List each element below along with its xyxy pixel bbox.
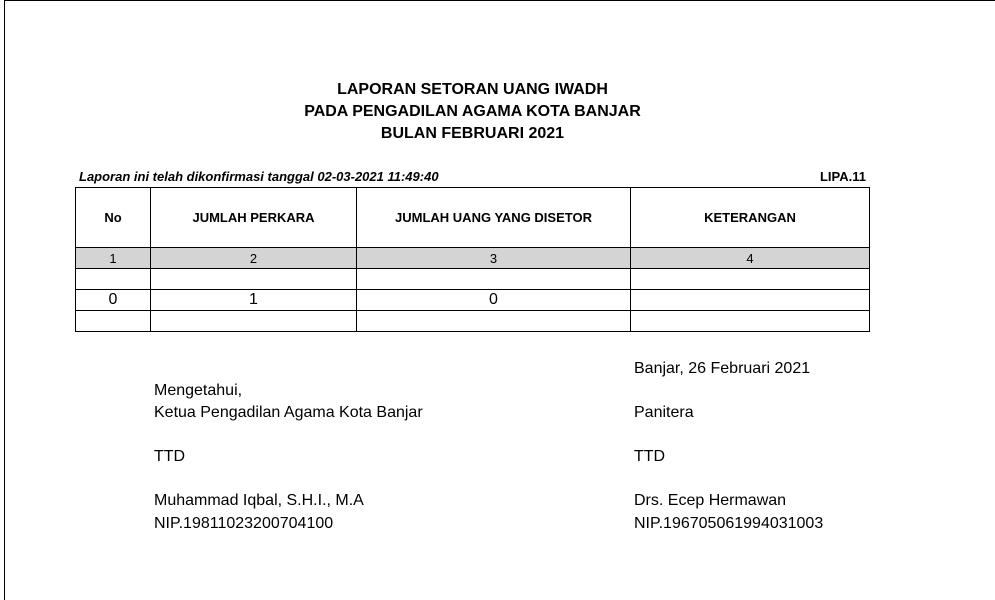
cell-jumlah-uang: 0 [357,290,631,311]
cell-no: 0 [76,290,151,311]
column-header-jumlah-perkara: JUMLAH PERKARA [151,188,357,248]
right-position: Panitera [634,404,694,421]
column-header-no: No [76,188,151,248]
left-signer-nip: NIP.19811023200704100 [154,515,334,532]
report-title-line3: BULAN FEBRUARI 2021 [380,125,565,142]
right-place-date: Banjar, 26 Februari 2021 [634,360,811,377]
right-signer-nip: NIP.196705061994031003 [634,515,824,532]
right-signer-name: Drs. Ecep Hermawan [634,492,787,509]
confirmation-text: Laporan ini telah dikonfirmasi tanggal 02-03-2021 11:49:40 [79,169,439,184]
cell-jumlah-perkara: 1 [151,290,357,311]
column-number-row [76,248,870,269]
report-title-line2: PADA PENGADILAN AGAMA KOTA BANJAR [304,103,641,120]
column-header-jumlah-uang: JUMLAH UANG YANG DISETOR [357,188,631,248]
report-table [75,187,870,332]
table-row-blank [76,311,870,332]
right-sign: TTD [634,448,666,465]
column-number: 2 [151,248,357,269]
cell-keterangan [631,290,870,311]
column-header-keterangan: KETERANGAN [631,188,870,248]
table-row [76,290,870,311]
report-title-line1: LAPORAN SETORAN UANG IWADH [337,81,608,98]
left-acknowledge: Mengetahui, [154,382,243,399]
column-number: 4 [631,248,870,269]
left-position: Ketua Pengadilan Agama Kota Banjar [154,404,423,421]
table-header-row [76,188,870,248]
left-sign: TTD [154,448,186,465]
table-row-blank [76,269,870,290]
left-signer-name: Muhammad Iqbal, S.H.I., M.A [154,492,364,509]
column-number: 3 [357,248,631,269]
form-code: LIPA.11 [819,169,866,184]
column-number: 1 [76,248,151,269]
